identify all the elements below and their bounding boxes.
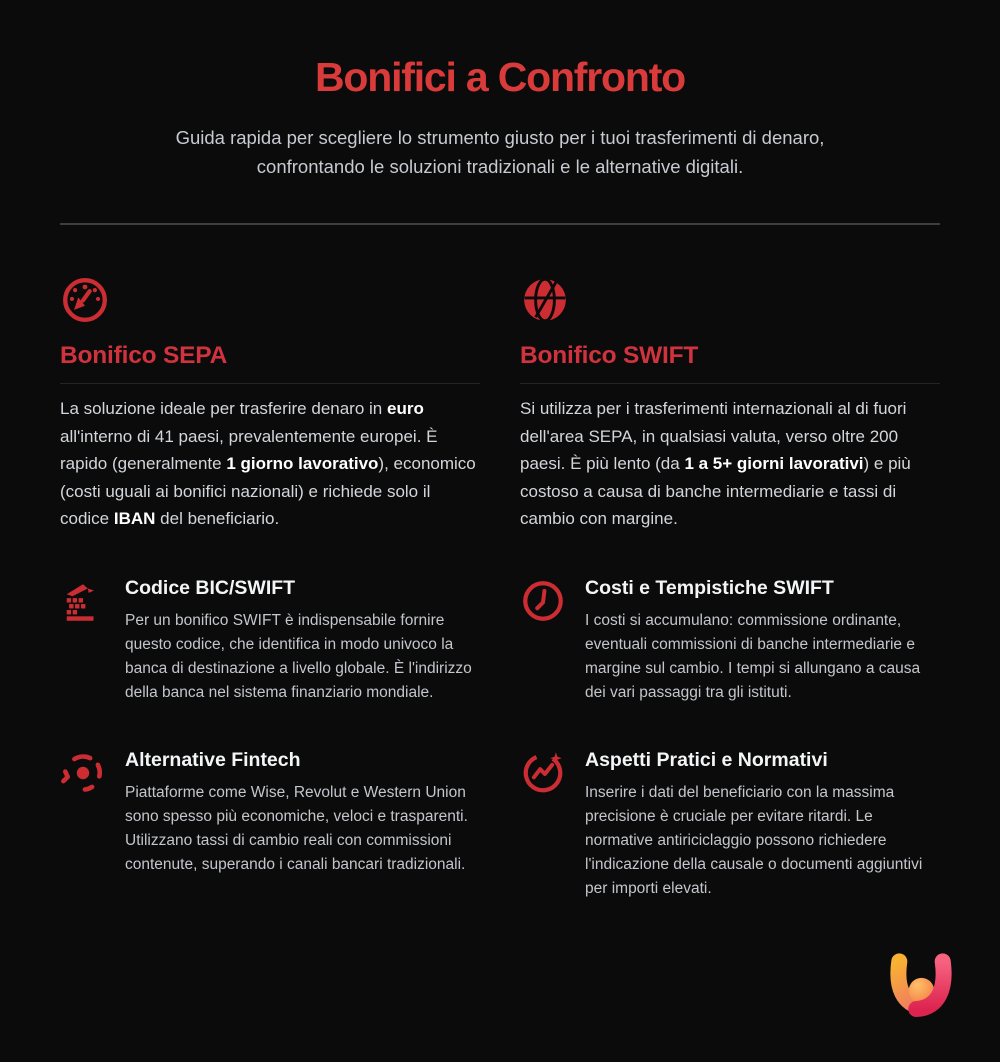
feature-title: Costi e Tempistiche SWIFT [585,576,834,599]
globe-icon [520,275,570,325]
section-bonifico-swift [520,275,940,533]
feature-title: Alternative Fintech [125,748,301,771]
section-divider [520,383,940,384]
feature-text [125,747,480,877]
feature-alternative-fintech [60,747,480,901]
feature-aspetti-pratici [520,747,940,901]
brand-logo [884,952,958,1018]
feature-text [585,747,940,901]
feature-codice-bic-swift [60,575,480,705]
section-title-swift: Bonifico SWIFT [520,342,699,369]
feature-body: Piattaforme come Wise, Revolut e Western Union sono spesso più economiche, veloci e trasparenti. Utilizzano tassi di cambio reali con commissioni contenute, superando i canali bancari tradizionali. [125,783,468,873]
section-bonifico-sepa [60,275,480,533]
feature-body: Inserire i dati del beneficiario con la massima precisione è cruciale per evitare ritardi. Le normative antiriciclaggio possono richiedere l'indicazione della causale o documenti aggiuntivi per importi elevati. [585,783,923,897]
section-body-swift: Si utilizza per i trasferimenti internazionali al di fuori dell'area SEPA, in qualsiasi valuta, verso oltre 200 paesi. È più lento (da 1 a 5+ giorni lavorativi) e più costoso a causa di banche intermediarie e tassi di cambio con margine. [520,399,911,528]
feature-costi-tempistiche [520,575,940,705]
feature-text [125,575,480,705]
page-subtitle: Guida rapida per scegliere lo strumento giusto per i tuoi trasferimenti di denaro, confrontando le soluzioni tradizionali e le alternative digitali. [175,127,825,177]
feature-body: Per un bonifico SWIFT è indispensabile fornire questo codice, che identifica in modo univoco la banca di destinazione a livello globale. È l'indirizzo della banca nel sistema finanziario mondiale. [125,611,472,701]
header-divider [60,223,940,225]
radar-target-icon [60,750,106,796]
speed-clock-icon [60,275,110,325]
section-divider [60,383,480,384]
clock-icon [520,578,566,624]
page-header [60,0,940,181]
feature-body: I costi si accumulano: commissione ordinante, eventuali commissioni di banche intermediarie e margine sul cambio. I tempi si allungano a causa dei vari passaggi tra gli istituti. [585,611,921,701]
feature-text [585,575,940,705]
page-title: Bonifici a Confronto [314,54,685,100]
feature-grid [60,575,940,901]
feature-title: Codice BIC/SWIFT [125,576,296,599]
contract-signature-icon [60,578,106,624]
feature-title: Aspetti Pratici e Normativi [585,748,828,771]
comparison-columns [60,275,940,533]
section-body-sepa: La soluzione ideale per trasferire denaro in euro all'interno di 41 paesi, prevalentemente europei. È rapido (generalmente 1 giorno lavorativo), economico (costi uguali ai bonifici nazionali) e richiede solo il codice IBAN del beneficiario. [60,399,476,528]
section-title-sepa: Bonifico SEPA [60,342,228,369]
trend-chart-icon [520,750,566,796]
